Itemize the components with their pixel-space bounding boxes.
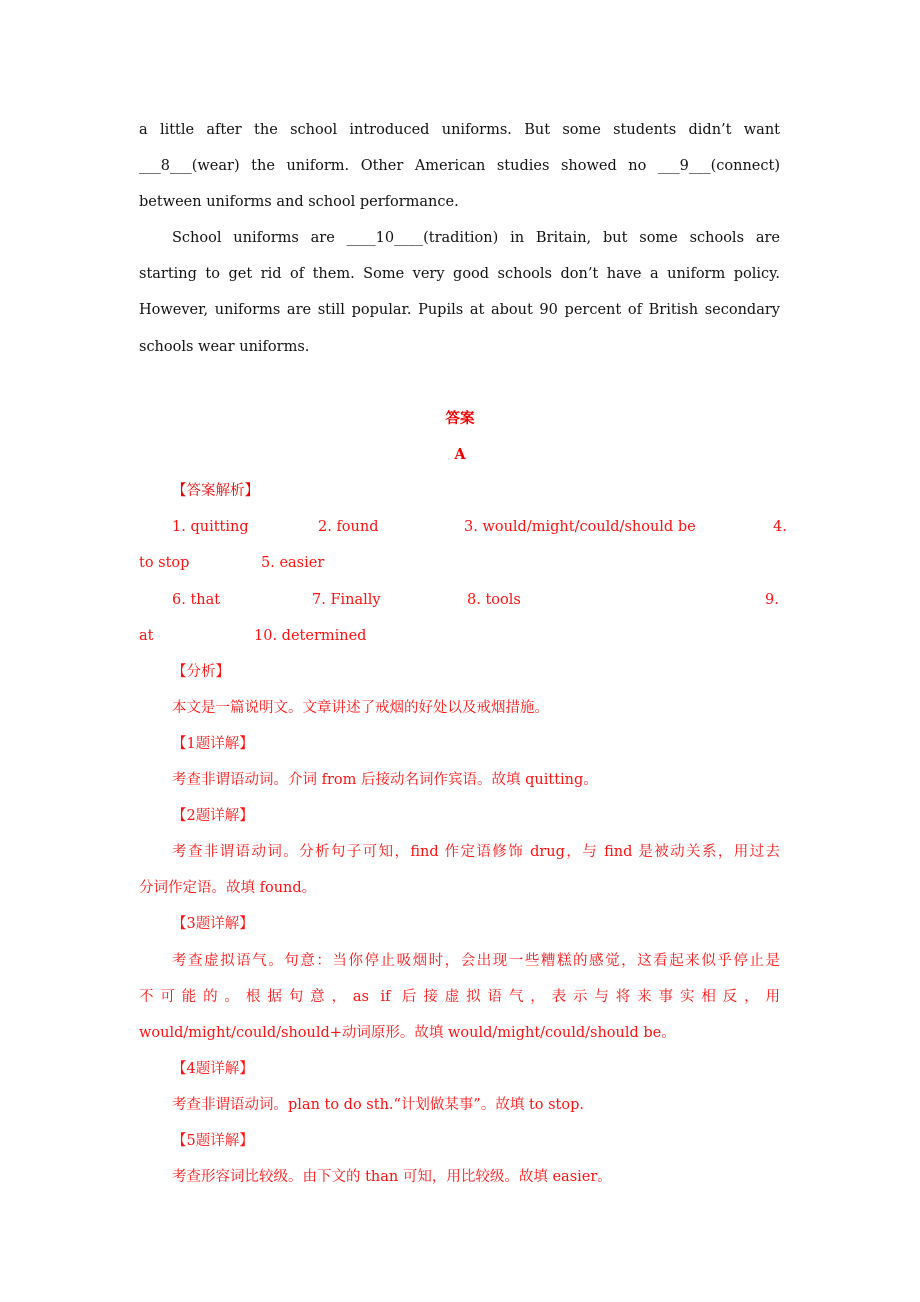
answer-item: 9. — [765, 592, 779, 608]
passage-line: starting to get rid of them. Some very good schools don’t have a uniform policy. — [139, 266, 780, 282]
answer-item: 7. Finally — [312, 592, 381, 608]
answer-item: 8. tools — [467, 592, 521, 608]
fenxi-text: 本文是一篇说明文。文章讲述了戒烟的好处以及戒烟措施。 — [172, 700, 549, 716]
detail-line: 不可能的。根据句意，as if 后接虚拟语气，表示与将来事实相反，用 — [139, 989, 780, 1005]
passage-line: ___8___(wear) the uniform. Other American studies showed no ___9___(connect) — [139, 158, 780, 174]
analysis-heading: 【答案解析】 — [172, 483, 259, 499]
detail-line: 考查非谓语动词。plan to do sth.“计划做某事”。故填 to stop. — [172, 1097, 585, 1113]
detail-line: would/might/could/should+动词原形。故填 would/might/could/should be。 — [139, 1025, 676, 1041]
detail-line: 考查形容词比较级。由下文的 than 可知，用比较级。故填 easier。 — [172, 1169, 612, 1185]
answer-item: 4. — [773, 519, 787, 535]
answer-item: at — [139, 628, 154, 644]
answer-item: 2. found — [318, 519, 379, 535]
passage-line: schools wear uniforms. — [139, 339, 310, 355]
detail-line: 考查非谓语动词。介词 from 后接动名词作宾语。故填 quitting。 — [172, 772, 598, 788]
passage-line: between uniforms and school performance. — [139, 194, 459, 210]
answer-item: 1. quitting — [172, 519, 249, 535]
passage-line: a little after the school introduced uniforms. But some students didn’t want — [139, 122, 780, 138]
answer-item: 10. determined — [254, 628, 367, 644]
answers-title: 答案 — [445, 410, 475, 427]
answer-item: 6. that — [172, 592, 221, 608]
passage-line: School uniforms are ____10____(tradition) in Britain, but some schools are — [172, 230, 780, 246]
answer-item: 5. easier — [261, 555, 325, 571]
passage-line: However, uniforms are still popular. Pupils at about 90 percent of British secondary — [139, 302, 780, 318]
detail-heading: 【2题详解】 — [172, 808, 254, 824]
detail-heading: 【4题详解】 — [172, 1061, 254, 1077]
detail-heading: 【3题详解】 — [172, 916, 254, 932]
answer-item: 3. would/might/could/should be — [464, 519, 696, 535]
detail-heading: 【5题详解】 — [172, 1133, 254, 1149]
detail-line: 考查非谓语动词。分析句子可知，find 作定语修饰 drug，与 find 是被动关系，用过去 — [172, 844, 780, 860]
answer-item: to stop — [139, 555, 190, 571]
detail-heading: 【1题详解】 — [172, 736, 254, 752]
detail-line: 考查虚拟语气。句意：当你停止吸烟时，会出现一些糟糕的感觉，这看起来似乎停止是 — [172, 953, 780, 969]
detail-line: 分词作定语。故填 found。 — [139, 880, 317, 896]
fenxi-heading: 【分析】 — [172, 664, 230, 680]
section-label: A — [454, 446, 466, 463]
